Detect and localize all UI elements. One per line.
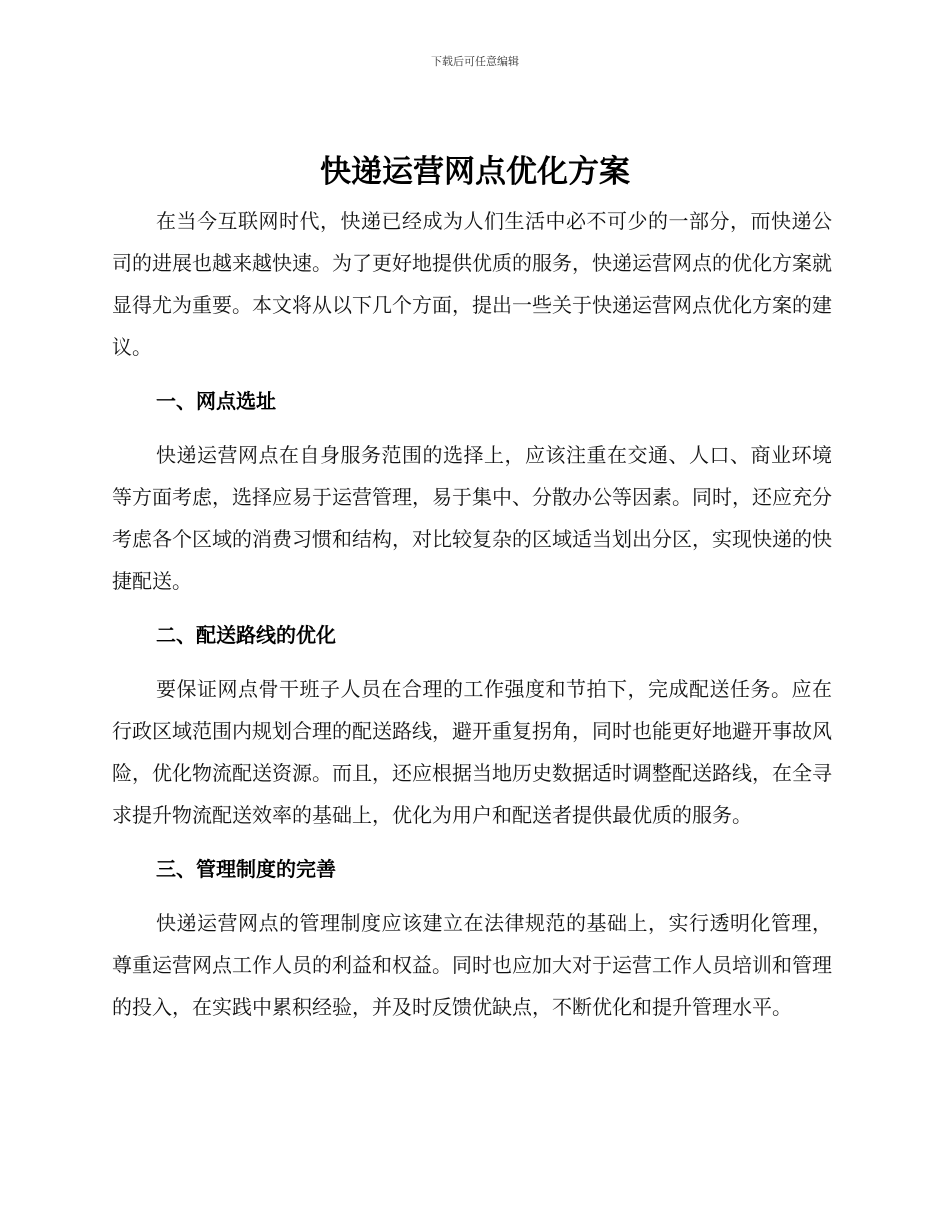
header-note: 下载后可任意编辑 bbox=[431, 55, 519, 68]
section-heading-route-optimization: 二、配送路线的优化 bbox=[156, 623, 336, 647]
section-body-site-selection: 快递运营网点在自身服务范围的选择上，应该注重在交通、人口、商业环境等方面考虑，选择应易于运营管理，易于集中、分散办公等因素。同时，还应充分考虑各个区域的消费习惯和结构，对比较复杂的区域适当划出分区，实现快递的快捷配送。 bbox=[112, 443, 832, 593]
document-body bbox=[112, 200, 832, 1028]
intro-paragraph: 在当今互联网时代，快递已经成为人们生活中必不可少的一部分，而快递公司的进展也越来越快速。为了更好地提供优质的服务，快递运营网点的优化方案就显得尤为重要。本文将从以下几个方面，提出一些关于快递运营网点优化方案的建议。 bbox=[112, 209, 832, 359]
section-body-management: 快递运营网点的管理制度应该建立在法律规范的基础上，实行透明化管理，尊重运营网点工作人员的利益和权益。同时也应加大对于运营工作人员培训和管理的投入，在实践中累积经验，并及时反馈优缺点，不断优化和提升管理水平。 bbox=[112, 911, 832, 1019]
document-title: 快递运营网点优化方案 bbox=[320, 154, 630, 190]
section-heading-site-selection: 一、网点选址 bbox=[156, 389, 276, 413]
section-heading-management: 三、管理制度的完善 bbox=[156, 857, 336, 881]
section-body-route-optimization: 要保证网点骨干班子人员在合理的工作强度和节拍下，完成配送任务。应在行政区域范围内规划合理的配送路线，避开重复拐角，同时也能更好地避开事故风险，优化物流配送资源。而且，还应根据当地历史数据适时调整配送路线，在全寻求提升物流配送效率的基础上，优化为用户和配送者提供最优质的服务。 bbox=[112, 677, 832, 827]
